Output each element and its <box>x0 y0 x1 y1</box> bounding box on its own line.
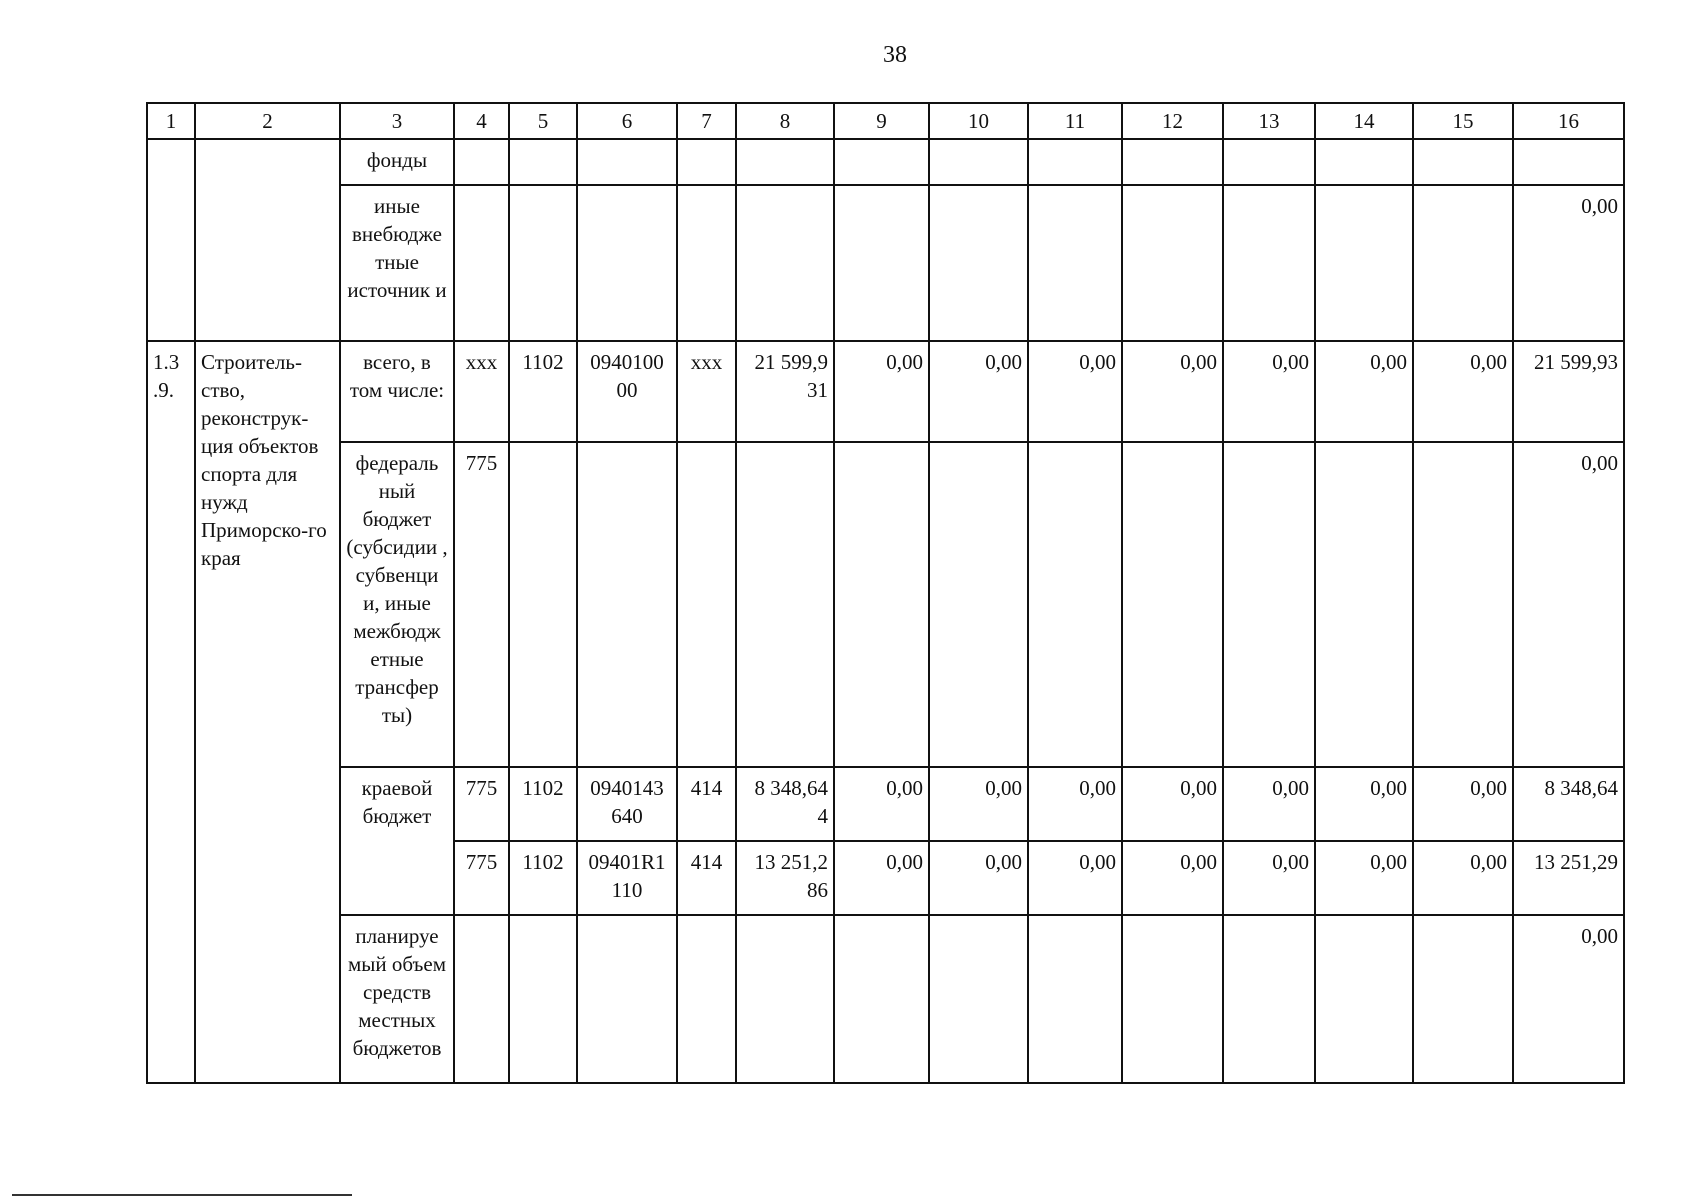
empty-cell <box>1413 185 1513 341</box>
empty-cell <box>195 139 340 341</box>
item-name: Строитель-ство, реконструк-ция объектов спорта для нужд Приморско-го края <box>195 341 340 1083</box>
cell-col8: 21 599,9 31 <box>736 341 834 442</box>
table-row <box>147 915 1624 1083</box>
cell-col6: 09401R1 110 <box>577 841 677 915</box>
empty-cell <box>929 915 1028 1083</box>
table-row <box>147 442 1624 767</box>
column-number: 8 <box>736 103 834 139</box>
cell-col8: 13 251,2 86 <box>736 841 834 915</box>
cell-col10: 0,00 <box>929 841 1028 915</box>
empty-cell <box>834 139 929 185</box>
column-number: 13 <box>1223 103 1315 139</box>
table-row <box>147 139 1624 185</box>
column-number: 6 <box>577 103 677 139</box>
source-label: краевой бюджет <box>340 767 454 915</box>
empty-cell <box>1315 442 1413 767</box>
total-cell: 0,00 <box>1513 442 1624 767</box>
total-cell: 0,00 <box>1513 185 1624 341</box>
source-label: иные внебюдже тные источник и <box>340 185 454 341</box>
column-number: 3 <box>340 103 454 139</box>
empty-cell <box>1028 915 1122 1083</box>
cell-col4: 775 <box>454 767 509 841</box>
column-number: 14 <box>1315 103 1413 139</box>
table-row <box>147 767 1624 841</box>
empty-cell <box>1315 139 1413 185</box>
cell-col14: 0,00 <box>1315 767 1413 841</box>
empty-cell <box>509 139 577 185</box>
cell-col5: 1102 <box>509 767 577 841</box>
cell-col11: 0,00 <box>1028 341 1122 442</box>
empty-cell <box>677 915 736 1083</box>
total-cell: 21 599,93 <box>1513 341 1624 442</box>
empty-cell <box>509 442 577 767</box>
source-label: федераль ный бюджет (субсидии , субвенци и, иные межбюдж етные трансфер ты) <box>340 442 454 767</box>
empty-cell <box>1413 139 1513 185</box>
cell-col4: 775 <box>454 442 509 767</box>
empty-cell <box>147 139 195 341</box>
cell-col7: 414 <box>677 767 736 841</box>
column-number: 10 <box>929 103 1028 139</box>
empty-cell <box>1223 139 1315 185</box>
empty-cell <box>1223 442 1315 767</box>
empty-cell <box>1028 185 1122 341</box>
cell-col10: 0,00 <box>929 767 1028 841</box>
cell-col7: 414 <box>677 841 736 915</box>
empty-cell <box>834 185 929 341</box>
cell-col9: 0,00 <box>834 767 929 841</box>
cell-col15: 0,00 <box>1413 767 1513 841</box>
cell-col11: 0,00 <box>1028 767 1122 841</box>
table-row <box>147 185 1624 341</box>
source-label: всего, в том числе: <box>340 341 454 442</box>
column-number: 5 <box>509 103 577 139</box>
empty-cell <box>736 442 834 767</box>
empty-cell <box>1413 442 1513 767</box>
empty-cell <box>1122 185 1223 341</box>
total-cell: 8 348,64 <box>1513 767 1624 841</box>
cell-col10: 0,00 <box>929 341 1028 442</box>
empty-cell <box>1223 915 1315 1083</box>
page-number: 38 <box>883 42 907 68</box>
empty-cell <box>1315 915 1413 1083</box>
source-label: фонды <box>340 139 454 185</box>
cell-col15: 0,00 <box>1413 841 1513 915</box>
empty-cell <box>509 915 577 1083</box>
column-number: 2 <box>195 103 340 139</box>
cell-col4: ххх <box>454 341 509 442</box>
column-number: 9 <box>834 103 929 139</box>
budget-table <box>146 102 1625 1084</box>
cell-col4: 775 <box>454 841 509 915</box>
cell-col12: 0,00 <box>1122 767 1223 841</box>
empty-cell <box>677 139 736 185</box>
empty-cell <box>736 915 834 1083</box>
empty-cell <box>1513 139 1624 185</box>
empty-cell <box>929 139 1028 185</box>
empty-cell <box>929 442 1028 767</box>
cell-col9: 0,00 <box>834 841 929 915</box>
empty-cell <box>1122 139 1223 185</box>
cell-col7: ххх <box>677 341 736 442</box>
cell-col6: 0940100 00 <box>577 341 677 442</box>
empty-cell <box>1413 915 1513 1083</box>
total-cell: 0,00 <box>1513 915 1624 1083</box>
cell-col8: 8 348,64 4 <box>736 767 834 841</box>
column-number: 4 <box>454 103 509 139</box>
empty-cell <box>454 915 509 1083</box>
cell-col14: 0,00 <box>1315 841 1413 915</box>
column-number: 12 <box>1122 103 1223 139</box>
column-number: 7 <box>677 103 736 139</box>
cell-col11: 0,00 <box>1028 841 1122 915</box>
column-number: 1 <box>147 103 195 139</box>
empty-cell <box>577 915 677 1083</box>
source-label: планируе мый объем средств местных бюджетов <box>340 915 454 1083</box>
cell-col5: 1102 <box>509 841 577 915</box>
total-cell: 13 251,29 <box>1513 841 1624 915</box>
cell-col13: 0,00 <box>1223 341 1315 442</box>
empty-cell <box>834 915 929 1083</box>
empty-cell <box>1028 442 1122 767</box>
cell-col13: 0,00 <box>1223 767 1315 841</box>
empty-cell <box>834 442 929 767</box>
empty-cell <box>454 139 509 185</box>
column-number-row <box>147 103 1624 139</box>
empty-cell <box>577 442 677 767</box>
cell-col15: 0,00 <box>1413 341 1513 442</box>
empty-cell <box>929 185 1028 341</box>
cell-col12: 0,00 <box>1122 841 1223 915</box>
empty-cell <box>736 185 834 341</box>
cell-col14: 0,00 <box>1315 341 1413 442</box>
empty-cell <box>1122 442 1223 767</box>
empty-cell <box>1122 915 1223 1083</box>
empty-cell <box>736 139 834 185</box>
column-number: 16 <box>1513 103 1624 139</box>
cell-col12: 0,00 <box>1122 341 1223 442</box>
cell-col6: 0940143 640 <box>577 767 677 841</box>
empty-cell <box>1223 185 1315 341</box>
empty-cell <box>454 185 509 341</box>
empty-cell <box>677 442 736 767</box>
cell-col13: 0,00 <box>1223 841 1315 915</box>
empty-cell <box>1315 185 1413 341</box>
column-number: 11 <box>1028 103 1122 139</box>
empty-cell <box>577 139 677 185</box>
footnote-rule <box>12 1194 352 1196</box>
empty-cell <box>577 185 677 341</box>
empty-cell <box>1028 139 1122 185</box>
cell-col5: 1102 <box>509 341 577 442</box>
table-row <box>147 341 1624 442</box>
empty-cell <box>509 185 577 341</box>
cell-col9: 0,00 <box>834 341 929 442</box>
item-number: 1.3 .9. <box>147 341 195 1083</box>
column-number: 15 <box>1413 103 1513 139</box>
empty-cell <box>677 185 736 341</box>
